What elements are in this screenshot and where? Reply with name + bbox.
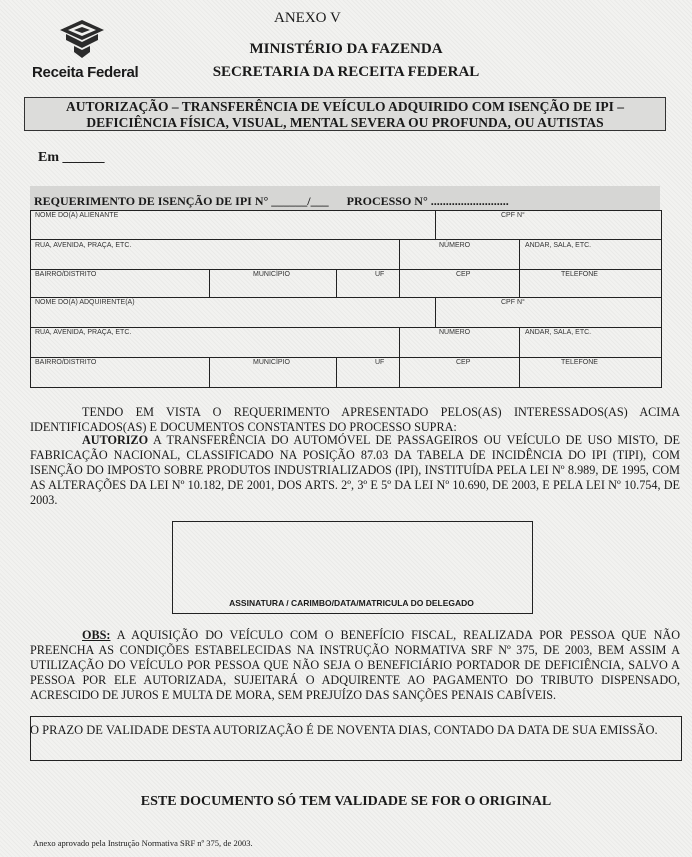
parties-form xyxy=(30,210,662,388)
paragraph-obs xyxy=(30,628,680,703)
alienante-andar-label: ANDAR, SALA, ETC. xyxy=(525,242,592,249)
alienante-cpf-label: CPF N° xyxy=(501,212,525,219)
alienante-bairro-label: BAIRRO/DISTRITO xyxy=(35,271,97,278)
adquirente-telefone-label: TELEFONE xyxy=(561,359,598,366)
adquirente-bairro-label: BAIRRO/DISTRITO xyxy=(35,359,97,366)
title-line-2: DEFICIÊNCIA FÍSICA, VISUAL, MENTAL SEVERA OU PROFUNDA, OU AUTISTAS xyxy=(86,115,604,130)
footer-note: Anexo aprovado pela Instrução Normativa SRF nº 375, de 2003. xyxy=(33,838,253,848)
adquirente-nome-label: NOME DO(A) ADQUIRENTE(A) xyxy=(35,299,135,306)
adquirente-cep-label: CEP xyxy=(456,359,471,366)
signature-caption: ASSINATURA / CARIMBO/DATA/MATRICULA DO DELEGADO xyxy=(229,598,474,608)
alienante-rua-label: RUA, AVENIDA, PRAÇA, ETC. xyxy=(35,242,132,249)
title-line-1: AUTORIZAÇÃO – TRANSFERÊNCIA DE VEÍCULO ADQUIRIDO COM ISENÇÃO DE IPI – xyxy=(65,99,625,114)
validity-period-text: O PRAZO DE VALIDADE DESTA AUTORIZAÇÃO É DE NOVENTA DIAS, CONTADO DA DATA DE SUA EMISSÃO. xyxy=(30,723,658,737)
adquirente-rua-label: RUA, AVENIDA, PRAÇA, ETC. xyxy=(35,329,132,336)
alienante-numero-label: NÚMERO xyxy=(439,242,471,249)
secretariat-heading: SECRETARIA DA RECEITA FEDERAL xyxy=(212,64,480,80)
ministry-heading: MINISTÉRIO DA FAZENDA xyxy=(249,41,443,57)
adquirente-uf-label: UF xyxy=(375,359,385,366)
obs-text: A AQUISIÇÃO DO VEÍCULO COM O BENEFÍCIO FISCAL, REALIZADA POR PESSOA QUE NÃO PREENCHA AS CONDIÇÕES ESTABELECIDAS NA INSTRUÇÃO NORMATIVA SRF Nº 375, DE 2003, BEM ASSIM A UTILIZAÇÃO DO VEÍCULO POR PESSOA QUE NÃO SEJA O BENEFICIÁRIO PORTADOR DE DEFICIÊNCIA, SALVO A PESSOA POR ELE AUTORIZADA, SUJEITARÁ O ADQUIRENTE AO PAGAMENTO DO TRIBUTO DISPENSADO, ACRESCIDO DE JUROS E MULTA DE MORA, SEM PREJUÍZO DAS SANÇÕES PENAIS CABÍVEIS. xyxy=(30,628,680,702)
adquirente-cpf-label: CPF N° xyxy=(501,299,525,306)
adquirente-numero-label: NÚMERO xyxy=(439,329,471,336)
adquirente-andar-label: ANDAR, SALA, ETC. xyxy=(525,329,592,336)
original-only-notice: ESTE DOCUMENTO SÓ TEM VALIDADE SE FOR O ORIGINAL xyxy=(140,794,552,809)
obs-label: OBS: xyxy=(82,628,111,642)
autorizo-label: AUTORIZO xyxy=(82,433,149,447)
paragraph-authorization xyxy=(30,433,680,508)
requerimento-label: REQUERIMENTO DE ISENÇÃO DE IPI N° ______/___ PROCESSO N° .......................... xyxy=(34,194,509,208)
alienante-telefone-label: TELEFONE xyxy=(561,271,598,278)
document-title xyxy=(24,97,666,131)
alienante-cep-label: CEP xyxy=(456,271,471,278)
alienante-nome-label: NOME DO(A) ALIENANTE xyxy=(35,212,119,219)
logo-text: Receita Federal xyxy=(32,64,139,81)
authorization-text: A TRANSFERÊNCIA DO AUTOMÓVEL DE PASSAGEIROS OU VEÍCULO DE USO MISTO, DE FABRICAÇÃO NACIONAL, CLASSIFICADO NA POSIÇÃO 87.03 DA TABELA DE INCIDÊNCIA DO IPI (TIPI), COM ISENÇÃO DO IMPOSTO SOBRE PRODUTOS INDUSTRIALIZADOS (IPI), INSTITUÍDA PELA LEI Nº 8.989, DE 1995, COM AS ALTERAÇÕES DA LEI Nº 10.182, DE 2001, DOS ARTS. 2º, 3º E 5º DA LEI Nº 10.690, DE 2003, E PELA LEI Nº 10.754, DE 2003. xyxy=(30,433,680,507)
alienante-municipio-label: MUNICÍPIO xyxy=(253,271,290,278)
annex-label: ANEXO V xyxy=(274,10,341,26)
em-date-field: Em ______ xyxy=(38,150,105,165)
alienante-uf-label: UF xyxy=(375,271,385,278)
adquirente-municipio-label: MUNICÍPIO xyxy=(253,359,290,366)
paragraph-considering: TENDO EM VISTA O REQUERIMENTO APRESENTADO PELOS(AS) INTERESSADOS(AS) ACIMA IDENTIFICADOS(AS) E DOCUMENTOS CONSTANTES DO PROCESSO SUPRA: xyxy=(30,405,680,434)
